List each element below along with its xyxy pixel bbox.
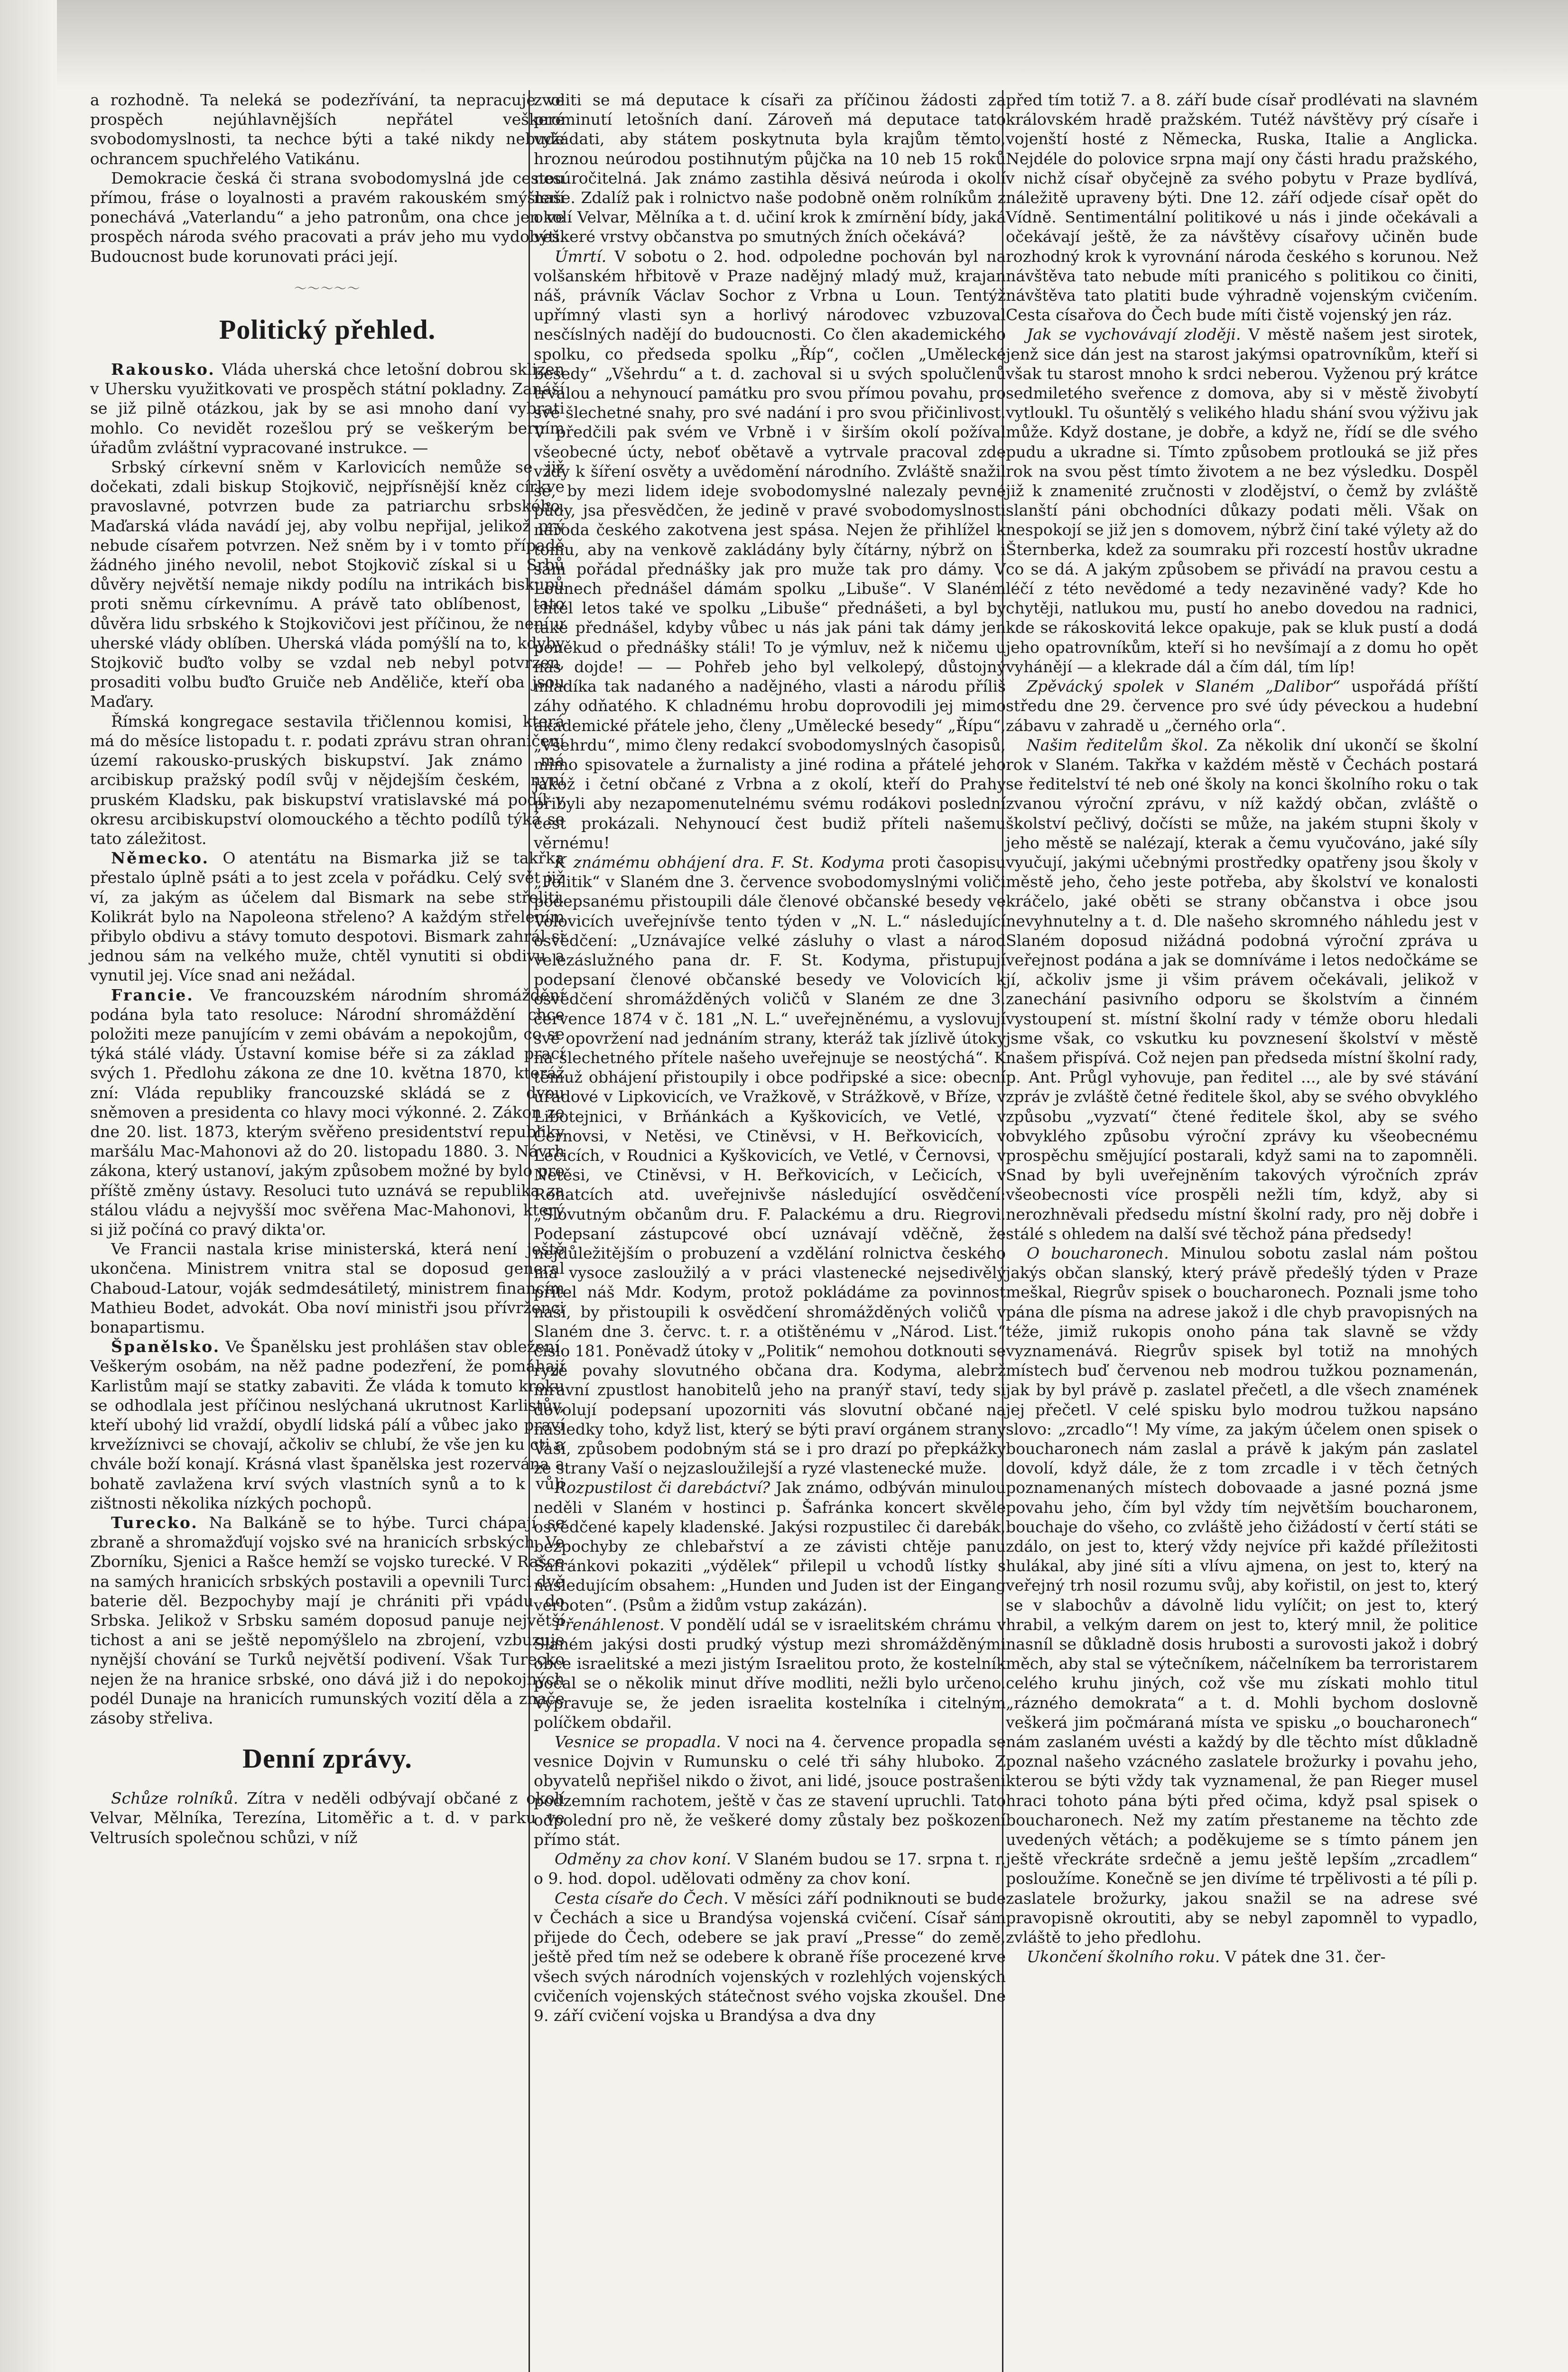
article-text: Ve Španělsku jest prohlášen stav obležení. Veškerým osobám, na něž padne podezření, že pomáhají Karlistům mají se statky zabaviti. Že vláda k tomuto kroku se odhodlala jest příčinou neslýchaná ukrutnost Karlistův, kteří ubohý lid vraždí, obydlí lidská pálí a vůbec jako praví krvežíznivci se chovají, ačkoliv se chlubí, že vše jen ku cti a chvále boží konají. Krásná vlast španělska jest rozervána a bohatě zavlažena krví svých vlastních synů a to k vůli zištnosti několika nízkých pochopů. xyxy=(90,1337,565,1512)
section-heading: Denní zprávy. xyxy=(242,1743,412,1774)
article-text: Vláda uherská chce letošní dobrou sklizen v Uhersku využitkovati ve prospěch státní pokladny. Zanáší se již pilně otázkou, jak by se asi mnoho daní vybrati mohlo. Co nevidět rozešlou prý se veškerým berním úřadům zvláštní vypracované instrukce. — xyxy=(90,360,565,457)
article-text: V pondělí udál se v israelitském chrámu v Slaném jakýsi dosti prudký výstup mezi shromážděnými obce israelitské a mezi jistým Israelitou proto, že kostelník počal se o několik minut dříve modliti, nežli bylo určeno. Vypravuje se, že jeden israelita kostelníka i citelným políčkem obdařil. xyxy=(534,1615,1006,1732)
scan-shadow xyxy=(0,0,1568,90)
paragraph: Srbský církevní sněm v Karlovicích nemůže se již dočekati, zdali biskup Stojkovič, nejpřísnější kněz církve pravoslavné, potvrzen bude za patriarchu srbského. Maďarská vláda navádí jej, aby volbu nepřijal, jelikož prý nebude císařem potvrzen. Než sněm by i v tomto případě žádného jiného nevolil, nebot Stojkovič získal si u Srbů důvěry největší nemaje nikdy podílu na intrikách biskupů proti sněmu církevnímu. A právě tato oblíbenost, tato důvěra lidu srbského k Stojkovičovi jest příčinou, že není u uherské vlády oblíben. Uherská vláda pomýšlí na to, kdyby Stojkovič buďto volby se vzdal neb nebyl potvrzen, prosaditi volbu buďto Gruiče neb Anděliče, kteří oba jsou Maďary. xyxy=(90,458,565,711)
article-text: V sobotu o 2. hod. odpoledne pochován byl na volšanském hřbitově v Praze nadějný mladý muž, krajan náš, právník Václav Sochor z Vrbna u Loun. Tentýž upřímný vlasti syn a horlivý národovec vzbuzoval nesčíslných nadějí do budoucnosti. Co člen akademického spolku, co předseda spolku „Říp“, cočlen „Umělecké besedy“ „Všehrdu“ a t. d. zachoval si u svých spolučlenů trvalou a nehynoucí památku pro svou přímou povahu, pro své šlechetné snahy, pro své nadání i pro svou přičinlivost. V předčili pak svém ve Vrbně i v širším okolí požíval všeobecné úcty, neboť obětavě a vytrvale pracoval zde vždy k šíření osvěty a uvědomění národního. Zvláště snažil se, by mezi lidem ideje svobodomyslné nalezaly pevné půdy, jsa přesvědčen, že jedině v pravé svobodomyslnosti národa českého zakotvena jest spása. Nejen že přihlížel k tomu, aby na venkově zakládány byly čítárny, nýbrž on i sám pořádal přednášky jak pro muže tak pro dámy. V Lounech přednášel dámám spolku „Libuše“. V Slaném chtěl letos také ve spolku „Libuše“ přednášeti, a byl by také přednášel, kdyby vůbec u nás jak páni tak dámy jen poněkud o přednášky stáli! To je výmluv, než k ničemu u nás dojde! — — Pohřeb jeho byl velkolepý, důstojný mladíka tak nadaného a nadějného, vlasti a národu příliš záhy odňatého. K chladnému hrobu doprovodili jej mimo akademické přátele jeho, členy „Umělecké besedy“ „Řípu“, „Všehrdu“, mimo členy redakcí svobodomyslných časopisů, mimo spisovatele a žurnalisty a jiné rodina a přátelé jeho jakož i četní občané z Vrbna a z okolí, kteří do Prahy přibyli aby nezapomenutelnému svému rodákovi poslední čest prokázali. Nehynoucí čest budiž příteli našemu věrnému! xyxy=(534,247,1006,852)
article-text: Zítra v neděli odbývají občané z okolí Velvar, Mělníka, Terezína, Litoměřic a t. d. v parku ve Veltrusích společnou schůzi, v níž xyxy=(90,1789,565,1847)
article-title: Jak se vychovávají zloději. xyxy=(1027,325,1241,344)
article-title: Německo. xyxy=(111,849,209,868)
paragraph: před tím totiž 7. a 8. září bude císař prodlévati na slavném královském hradě pražském. Tutéž návštěvy prý císaře i vojenští hosté z Německa, Ruska, Italie a Anglicka. Nejdéle do polovice srpna mají ony části hradu pražského, v nichž císař obyčejně za svého pobytu v Praze bydlívá, náležitě upraveny býti. Dne 12. září odjede císař opět do Vídně. Sentimentální politikové u nás i jinde očekávali a očekávají ještě, že za návštěvy císařovy učiněn bude rozhodný krok k vyrovnání národa českého s korunou. Než návštěva tato nebude míti pranicého s politikou co činiti, návštěva tato platiti bude výhradně vojenským cvičením. Cesta císařova do Čech bude míti čistě vojenský jen ráz. xyxy=(1006,91,1478,324)
column-1 xyxy=(90,90,565,1847)
ornament: 〜〜〜〜〜 xyxy=(294,281,361,296)
article-text: V pátek dne 31. čer- xyxy=(1225,1947,1386,1966)
article-text: V noci na 4. července propadla se vesnice Dojvin v Rumunsku o celé tři sáhy hluboko. Z obyvatelů nepřišel nikdo o život, ani lidé, jsouce postrašeni podzemním rachotem, ještě v čas ze stavení upruchli. Tato odpolední pro ně, že veškeré domy zůstaly bez poškození přímo stát. xyxy=(534,1733,1006,1849)
article-title: Turecko. xyxy=(111,1513,198,1532)
article-text: proti časopisu „Politik“ v Slaném dne 3. července svobodomyslnými voliči podepsanému přistoupili dále členové občanské besedy ve Volovicích uveřejnívše tento týden v „N. L.“ následující osvědčení: „Uznávajíce velké zásluhy o vlast a národ velezáslužného pana dr. F. St. Kodyma, přistupují podepsaní členové občanské besedy ve Volovicích k osvědčení shromážděných voličů v Slaném ze dne 3. července 1874 v č. 181 „N. L.“ uveřejněnému, a vyslovují své opovržení nad jednáním strany, kteráž tak jízlivě útoky na šlechetného přítele našeho uveřejnuje se neostýchá“. K těmuž obhájení přistoupily i obce podřipské a sice: obecní úřadové v Lipkovicích, ve Vražkově, v Strážkově, v Bříze, v Libotejnici, v Brňánkách a Kyškovicích, ve Vetlé, v Černovsi, v Netěsi, ve Ctiněvsi, v H. Beřkovicích, v Lečicích, v Roudnici a Kyškovicích, ve Vetlé, v Černovsi, v Netěsi, ve Ctiněvsi, v H. Beřkovicích, v Lečicích, v Rohatcích atd. uveřejnivše následující osvědčení: „Slovutným občanům dru. F. Palackému a dru. Riegrovi. Podepsaní zástupcové obcí uznávají vděčně, že nejdůležitějším o probuzení a vzdělání rolnictva českého má vysoce zasloužilý a v práci vlastenecké nejsedivělý přítel náš Mdr. Kodym, protož pokládáme za povinnost naší, by přistoupili k osvědčení shromážděných voličů v Slaném dne 3. červc. t. r. a otištěnému v „Národ. List.“ číslo 181. Poněvadž útoky v „Politik“ nemohou dotknouti se ryzé povahy slovutného občana dra. Kodyma, alebrž mravní zpustlost hanobitelů jeho na pranýř staví, tedy si dovolují podepsaní upozorniti vás slovutní občané na následky toho, když list, který se býti praví orgánem strany Vaší, způsobem podobným stá se i pro drazí po přepkážky ze strany Vaší o nejzasloužilejší a ryzé vlastenecké muže. xyxy=(534,852,1006,1478)
article-title: Schůze rolníků. xyxy=(111,1789,239,1808)
article-title: Přenáhlenost. xyxy=(555,1615,665,1634)
paragraph: Římská kongregace sestavila třičlennou komisi, která má do měsíce listopadu t. r. podati zprávu stran ohraničení území rakousko-pruských biskupství. Jak známo má arcibiskup pražský podíl svůj v nějdejším českém, nyní pruském Kladsku, pak biskupství vratislavské má podíl v okresu arcibiskupství olomouckého a těchto podílů týká se tato záležitost. xyxy=(90,712,565,848)
article-title: Úmrtí. xyxy=(555,247,607,266)
article-title: Španělsko. xyxy=(111,1337,221,1356)
article-text: Minulou sobotu zaslal nám poštou jakýs občan slanský, který právě předešlý týden v Praze meškal, Riegrův spisek o boucharonech. Poznali jsme toho pána dle písma na adrese jakož i dle chyb pravopisných na téže, jimiž rukopis onoho pána tak slavně se vždy vyznamenává. Riegrův spisek byl totiž na mnohých místech buď červenou neb modrou tužkou poznamenán, jak by byl právě p. zaslatel přečetl, a dle všech znamének jej přečetl. V celé spisku bylo modrou tužkou napsáno slovo: „zrcadlo“! My víme, za jakým účelem onen spisek o boucharonech nám zaslal a právě k jakým pán zaslatel dovolí, když dále, že z tom zrcadle i v těch četných poznamenaných místech dobovaade a jasné pozná jsme povahu jeho, čím byl vždy tím největším boucharonem, bouchaje do všeho, co zvláště jeho čižádostí v čertí státi se zdálo, on jest to, který vždy nejvíce při každé příležitosti hulákal, aby jiné síti a vlívu ajmena, on jest to, který na veřejný trh nosil rozumu svůj, aby kořistil, on jest to, který se v slabochův a dávolně lidu vylíčit; on jest to, který hrabil, a velkým darem on jest to, který mnil, že politice nasníl se důkladně dosis hrubosti a surovosti jakož i dobrý měch, aby stal se výtečníkem, náčelníkem ba terroristarem celého kruhu jiných, což vše mu získati mohlo titul „rázného demokrata“ a t. d. Mohli bychom doslovně veškerá jim počmáraná místa ve spisku „o boucharonech“ nám zaslaném uvésti a každý by dle těchto míst důkladně poznal našeho vzácného zaslatele brožurky i povahu jeho, kterou se býti vždy tak vyznamenal, že pan Rieger musel hraci tohoto pána býti před očima, když psal spisek o boucharonech. Než my zatím přestaneme na těchto zde uvedených větách; a poděkujeme se s tímto pánem jen ještě vřeckráte srdečně a jemu ještě lepším „zrcadlem“ posloužíme. Konečně se jen divíme té trpělivosti a té píli p. zaslatele brožurky, jakou snažil se na adrese své pravopisně okroutiti, aby se nebyl zapomněl to vypadlo, zvláště to jeho předlohu. xyxy=(1006,1243,1478,1947)
article-title: O boucharonech. xyxy=(1027,1243,1169,1262)
article-title: K známému obhájení dra. F. St. Kodyma xyxy=(555,852,885,871)
article-title: Ukončení školního roku. xyxy=(1027,1947,1220,1966)
paragraph: Ve Francii nastala krise ministerská, která není ještě ukončena. Ministrem vnitra stal se doposud general Chaboud-Latour, voják sedmdesátiletý, ministrem financím Mathieu Bodet, advokát. Oba noví ministři jsou přívrženci bonapartismu. xyxy=(90,1240,565,1336)
article-title: Vesnice se propadla. xyxy=(555,1733,721,1751)
article-title: Našim ředitelům škol. xyxy=(1027,735,1208,754)
article-title: Rakousko. xyxy=(111,360,215,379)
column-2 xyxy=(534,90,1006,2025)
article-title: Odměny za chov koní. xyxy=(555,1850,732,1869)
article-title: Cesta císaře do Čech. xyxy=(555,1889,729,1908)
article-title: Rozpustilost či darebáctví? xyxy=(555,1478,770,1497)
article-text: uspořádá příští středu dne 29. července pro své údy péveckou a hudební zábavu v zahradě u „černého orla“. xyxy=(1006,677,1478,735)
paragraph: a rozhodně. Ta neleká se podezřívání, ta nepracuje ve prospěch nejúhlavnějších nepřátel veškeré svobodomyslnosti, ta nechce býti a také nikdy nebude ochrancem spuchřelého Vatikánu. xyxy=(90,91,565,168)
paragraph: zvoliti se má deputace k císaři za příčinou žádosti za prominutí letošních daní. Zároveň má deputace tato vyžádati, aby státem poskytnuta byla krajům těmto, hroznou neúrodou postihnutým půjčka na 10 neb 15 roků nesúročitelná. Jak známo zastihla děsivá neúroda i okolí naše. Zdalíž pak i rolnictvo naše podobně oněm rolníkům z okolí Velvar, Mělníka a t. d. učiní krok k zmírnění bídy, jaká veškeré vrstvy občanstva po smutných žních očekává? xyxy=(534,91,1006,246)
article-text: Na Balkáně se to hýbe. Turci chápají se zbraně a shromažďují vojsko své na hranicích srbských. Ve Zborníku, Sjenici a Rašce hemží se vojsko turecké. V Rašce na samých hranicích srbských postavili a opevnili Turci dvě baterie děl. Bezpochyby mají je chrániti při vpádu do Srbska. Jelikož v Srbsku samém doposud panuje největší tichost a ani se ještě nepomýšlelo na zbrojení, vzbuzuje nynější chování se Turků největší podivení. Však Turecko nejen že na hranice srbské, ono dává již i do nepokojných podél Dunaje na hranicích rumunských vozití děla a znače zásoby střeliva. xyxy=(90,1513,565,1728)
article-text: Za několik dní ukončí se školní rok v Slaném. Takřka v každém městě v Čechách postará se ředitelství té neb oné školy na konci školního roku o tak zvanou výroční zprávu, v níž každý občan, zvláště o školství pečlivý, dočísti se může, na jakém stupni školy v jeho městě se nalézají, kterak a čemu vyučováno, jaké síly vyučují, jakými učebnými prostředky opatřeny jsou školy v městě jeho, čeho jeste potřeba, aby školství ve konalosti kráčelo, jaké oběti se strany občanstva i obce jsou nevyhnutelny a t. d. Dle našeho skromného náhledu jest v Slaném doposud nižádná podobná výroční zpráva u veřejnost podána a jak se domníváme i letos nedočkáme se jí, ačkoliv jsme ji všim právem očekávali, jelikož v zanechání pasivního odporu se školstvím a činném vystoupení st. místní školní rady v témže oboru hledali jsme však, co vskutku ku povznesení školství v městě našem přispívá. Což nejen pan předseda místní školní rady, p. Ant. Průgl vyhovuje, pan ředitel ..., ale by své stávání zpráv je zvláště četné ředitele škol, aby se svého obvyklého způsobu „vyzvatí“ čtené ředitele škol, aby se svého obvyklého způsobu výroční zprávy ku všeobecnému prospěchu smějující postarali, když sami na to zapomněli. Snad by byli uveřejněním takových výročních zpráv všeobecnosti více prospěli nežli tím, když, aby si nerozhněvali předsedu místní školní rady, pro něj dobře i stálé s ohledem na další své těchož pána předsedy! xyxy=(1006,735,1478,1243)
article-text: V městě našem jest sirotek, jenž sice dán jest na starost jakýmsi opatrovníkům, kteří si však tu starost mnoho k srdci neberou. Vyženou prý krátce sedmiletého sveřence z domova, aby si v městě živobytí vytloukl. Tu ošuntělý s velikého hladu shání svou výživu jak může. Když dostane, je dobře, a když ne, řídí se dle svého pudu a ukradne si. Tímto způsobem protlouká se již přes rok na svou pěst tímto životem a ne bez výsledku. Dospěl již k znamenité zručnosti v zlodějství, o čemž by zvláště slanští páni obchodníci důkazy podati měli. Však on nespokojí se již jen s domovem, nýbrž činí také výlety až do Šternberka, kdež za soumraku při rozcestí hostův ukradne co se dá. A jakým způsobem se přivádí na pravou cestu a léčí z této nevědomé a tedy nezaviněné vady? Kde ho chytěji, natlukou mu, pustí ho anebo dovedou na radnici, kde se rákoskovitá lekce opakuje, pak se kluk pustí a dodá jeho opatrovníkům, kteří si ho nevšímají a z domu ho opět vyhánějí — a klekrade dál a čím dál, tím líp! xyxy=(1006,325,1478,676)
article-text: Jak známo, odbýván minulou neděli v Slaném v hostinci p. Šafránka koncert skvěle osvědčené kapely kladenské. Jakýsi rozpustilec či darebák, bezpochyby ze chlebařství a ze závisti chtěje panu Šafránkovi pokaziti „výdělek“ přilepil u vchodů lístky s následujícím obsahem: „Hunden und Juden ist der Eingang verboten“. (Psům a židům vstup zakázán). xyxy=(534,1478,1006,1614)
paragraph: Demokracie česká či strana svobodomyslná jde cestou přímou, fráse o loyalnosti a pravém rakouském smýšlení ponechává „Vaterlandu“ a jeho patronům, ona chce jen ve prospěch národa svého pracovati a práv jeho mu vydobýti. Budoucnost bude korunovati práci její. xyxy=(90,168,565,266)
article-text: V Slaném budou se 17. srpna t. r. o 9. hod. dopol. udělovati odměny za chov koní. xyxy=(534,1850,1006,1888)
article-title: Francie. xyxy=(111,985,194,1004)
article-title: Zpěvácký spolek v Slaném „Dalibor“ xyxy=(1027,677,1341,696)
scan-fold xyxy=(0,0,57,2372)
section-heading: Politický přehled. xyxy=(219,314,436,345)
article-text: V měsíci září podniknouti se bude v Čechách a sice u Brandýsa vojenská cvičení. Císař sám přijede do Čech, odebere se jak praví „Presse“ do země, ještě před tím než se odebere k obraně říše procezené krve všech svých národních vojenských v rozlehlých vojenských cvičeních vojenských státečnost svého vojska zkoušel. Dne 9. září cvičení vojska u Brandýsa a dva dny xyxy=(534,1889,1006,2025)
column-3 xyxy=(1006,90,1478,1967)
article-text: Ve francouzském národním shromáždění podána byla tato resoluce: Národní shromáždění chce položiti meze panujícím v zemi obávám a nepokojům, co se týká stálé vlády. Ústavní komise béře si za základ prací svých 1. Předlohu zákona ze dne 10. května 1870, kteráž zní: Vláda republiky francouzské skládá se z dvou sněmoven a presidenta co hlavy moci výkonné. 2. Zákon ze dne 20. list. 1873, kterým svěřeno presidentství republiky maršálu Mac-Mahonovi až do 20. listopadu 1880. 3. Návrh zákona, který ustanoví, jakým způsobem možné by bylo pro příště změny ústavy. Resoluci tuto uznává se republika za stálou vládu a nejvyšší moc svěřena Mac-Mahonovi, který si již počíná co pravý dikta'or. xyxy=(90,985,565,1239)
article-text: O atentátu na Bismarka již se takřka přestalo úplně psáti a to jest zcela v pořádku. Celý svět již ví, za jakým as účelem dal Bismark na sebe střeliti. Kolikrát bylo na Napoleona střeleno? A každým střelením přibylo obdivu a stávy tomuto despotovi. Bismark zahrál si jednou sám na velkého muže, chtěl vynutiti si obdivu a vynutil jej. Více snad ani nežádal. xyxy=(90,849,565,985)
